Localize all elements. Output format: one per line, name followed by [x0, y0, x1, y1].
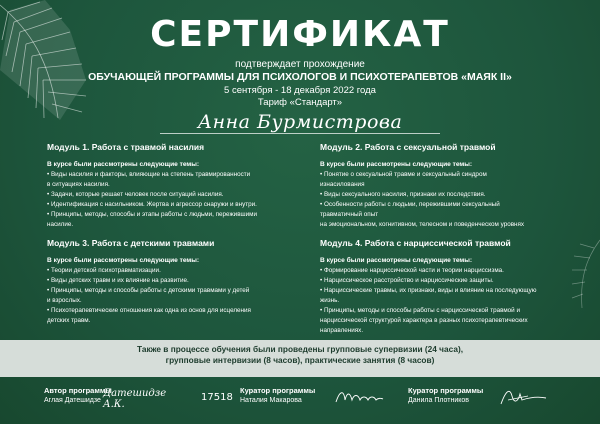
module-title: Модуль 2. Работа с сексуальной травмой [320, 142, 496, 152]
list-item: изнасилования [320, 181, 365, 188]
list-item: жизнь. [320, 297, 340, 304]
list-item: направлениях. [320, 327, 364, 334]
author-name: Аглая Датешидзе [44, 397, 101, 404]
certificate-subtitle: подтверждает прохождение [235, 59, 365, 70]
tariff: Тариф «Стандарт» [257, 97, 343, 108]
module-title: Модуль 4. Работа с нарциссической травмой [320, 238, 511, 248]
list-item: • Особенности работы с людьми, пережившими сексуальный [320, 201, 500, 208]
module-1 [47, 142, 287, 230]
list-item: • Идентификация с насильником. Жертва и агрессор снаружи и внутри. [47, 201, 257, 208]
list-item: • Нарциссическое расстройство и нарциссические защиты. [320, 277, 494, 284]
module-intro: В курсе были рассмотрены следующие темы: [47, 257, 200, 264]
band-line-2: групповые интервизии (8 часов), практические занятия (8 часов) [165, 355, 435, 365]
list-item: • Виды детских травм и их влияние на развитие. [47, 277, 189, 284]
curator2-block [408, 386, 483, 406]
module-3 [47, 238, 287, 326]
curator1-name: Наталия Макарова [240, 397, 302, 404]
module-topics [320, 266, 552, 335]
recipient-name: Анна Бурмистрова [197, 111, 403, 133]
list-item: • Виды сексуального насилия, признаки их последствия. [320, 191, 486, 198]
curator2-signature [498, 386, 548, 408]
list-item: • Принципы, методы, способы и этапы работы с людьми, пережившими [47, 211, 257, 218]
registration-number: 17518 [201, 392, 233, 403]
list-item: нарциссической структурой характера в разных психотерапевтических [320, 317, 528, 324]
module-4 [320, 238, 552, 336]
curator1-role: Куратор программы [240, 386, 316, 395]
list-item: • Теории детской психотравматизации. [47, 267, 161, 274]
list-item: • Психотерапевтические отношения как одна из основ для исцеления [47, 307, 251, 314]
list-item: • Нарциссические травмы, их признаки, виды и влияние на последующую [320, 287, 537, 294]
list-item: в ситуациях насилия. [47, 181, 110, 188]
certificate-title: СЕРТИФИКАТ [150, 14, 450, 55]
signatures-footer [0, 386, 600, 424]
program-name: ОБУЧАЮЩЕЙ ПРОГРАММЫ ДЛЯ ПСИХОЛОГОВ И ПСИХОТЕРАПЕВТОВ «МАЯК II» [88, 71, 512, 83]
list-item: детских травм. [47, 317, 91, 324]
name-underline [160, 133, 440, 134]
module-topics [47, 170, 287, 229]
leaf-decoration-right [560, 230, 600, 310]
module-intro: В курсе были рассмотрены следующие темы: [320, 257, 473, 264]
module-title: Модуль 1. Работа с травмой насилия [47, 142, 205, 152]
supervision-band [0, 340, 600, 377]
author-signature-text: Датешидзе А.К. [103, 388, 167, 410]
list-item: • Задачи, которые решает человек после ситуаций насилия. [47, 191, 224, 198]
module-topics [320, 170, 552, 229]
list-item: • Принципы, методы и способы работы с нарциссической травмой и [320, 307, 520, 314]
curator2-role: Куратор программы [408, 386, 484, 395]
list-item: травматичный опыт [320, 211, 379, 218]
list-item: • Принципы, методы и способы работы с детскими травмами у детей [47, 287, 250, 294]
module-intro: В курсе были рассмотрены следующие темы: [320, 161, 473, 168]
program-dates: 5 сентября - 18 декабря 2022 года [224, 85, 376, 96]
band-line-1: Также в процессе обучения были проведены групповые супервизии (24 часа), [136, 344, 464, 354]
module-2 [320, 142, 552, 230]
author-block [44, 386, 112, 406]
list-item: • Виды насилия и факторы, влияющие на степень травмированности [47, 171, 251, 178]
list-item: и взрослых. [47, 297, 82, 304]
author-signature [103, 388, 183, 408]
curator1-block [240, 386, 315, 406]
list-item: • Формирование нарциссической части и теории нарциссизма. [320, 267, 504, 274]
curator2-name: Данила Плотников [408, 397, 470, 404]
list-item: • Понятие о сексуальной травме и сексуальный синдром [320, 171, 487, 178]
module-intro: В курсе были рассмотрены следующие темы: [47, 161, 200, 168]
module-topics [47, 266, 287, 325]
author-role: Автор программы [44, 386, 112, 395]
curator1-signature [334, 386, 384, 408]
list-item: на эмоциональном, когнитивном, телесном и поведенческом уровнях [320, 221, 525, 228]
module-title: Модуль 3. Работа с детскими травмами [47, 238, 215, 248]
list-item: насилие. [47, 221, 74, 228]
